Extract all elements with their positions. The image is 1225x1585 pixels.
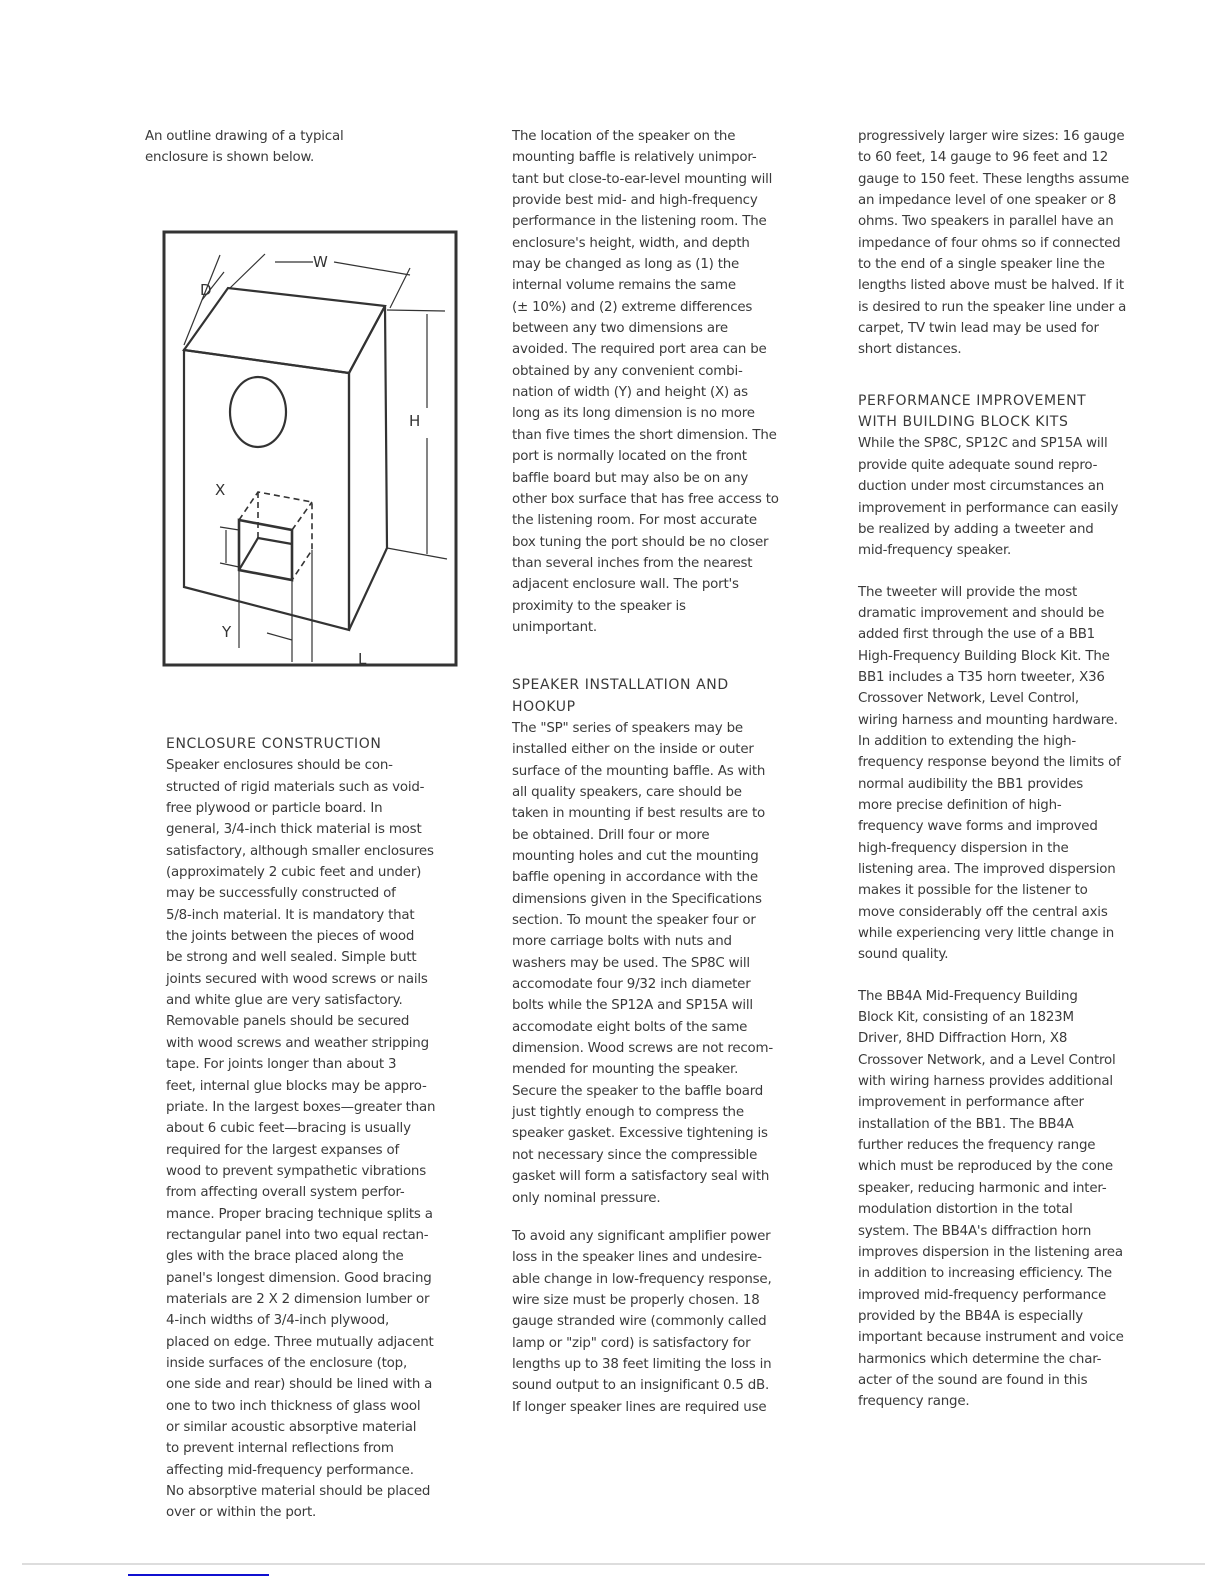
text-line: progressively larger wire sizes: 16 gauge xyxy=(858,129,1125,144)
text-line: frequency wave forms and improved xyxy=(858,819,1098,835)
text-line: enclosure is shown below. xyxy=(145,150,315,166)
enclosure-construction-section xyxy=(166,734,435,1545)
text-line: makes it possible for the listener to xyxy=(858,883,1088,899)
text-line: wood to prevent sympathetic vibrations xyxy=(166,1163,426,1179)
text-line: harmonics which determine the char- xyxy=(858,1351,1102,1367)
enclosure-outline-drawing xyxy=(162,230,458,667)
text-line: In addition to extending the high- xyxy=(858,733,1077,749)
paragraph xyxy=(858,433,1129,561)
text-line: to prevent internal reflections from xyxy=(166,1441,394,1457)
text-line: improvement in performance after xyxy=(858,1095,1084,1111)
text-line: Removable panels should be secured xyxy=(166,1014,410,1030)
text-line: (± 10%) and (2) extreme differences xyxy=(512,299,753,315)
text-line: Secure the speaker to the baffle board xyxy=(512,1083,764,1099)
text-line: gauge stranded wire (commonly called xyxy=(512,1314,767,1330)
text-line: long as its long dimension is no more xyxy=(512,406,755,422)
text-line: accomodate eight bolts of the same xyxy=(512,1019,748,1035)
text-line: bolts while the SP12A and SP15A will xyxy=(512,998,753,1014)
text-line: duction under most circumstances an xyxy=(858,479,1105,495)
text-line: gasket will form a satisfactory seal with xyxy=(512,1169,770,1185)
text-line: taken in mounting if best results are to xyxy=(512,806,765,822)
text-line: required for the largest expanses of xyxy=(166,1142,399,1158)
text-line: be realized by adding a tweeter and xyxy=(858,521,1094,537)
section-heading xyxy=(512,675,779,718)
text-line: installed either on the inside or outer xyxy=(512,742,754,758)
text-line: rectangular panel into two equal rectan- xyxy=(166,1227,429,1243)
text-line: in addition to increasing efficiency. The xyxy=(858,1266,1112,1282)
text-line: other box surface that has free access to xyxy=(512,491,779,507)
column-3 xyxy=(858,126,1129,1434)
text-line: nation of width (Y) and height (X) as xyxy=(512,385,748,401)
text-line: Crossover Network, and a Level Control xyxy=(858,1052,1116,1068)
text-line: panel's longest dimension. Good bracing xyxy=(166,1270,432,1286)
text-line: improvement in performance can easily xyxy=(858,500,1119,516)
text-line: section. To mount the speaker four or xyxy=(512,913,756,929)
text-line: only nominal pressure. xyxy=(512,1190,661,1206)
text-line: unimportant. xyxy=(512,619,597,635)
text-line: improves dispersion in the listening area xyxy=(858,1244,1123,1260)
text-line: added first through the use of a BB1 xyxy=(858,627,1096,643)
text-line: mounting baffle is relatively unimpor- xyxy=(512,150,757,166)
text-line: sound quality. xyxy=(858,947,949,963)
text-line: PERFORMANCE IMPROVEMENT xyxy=(858,392,1087,409)
text-line: speaker, reducing harmonic and inter- xyxy=(858,1180,1107,1196)
text-line: SPEAKER INSTALLATION AND xyxy=(512,677,729,694)
text-line: enclosure's height, width, and depth xyxy=(512,235,750,251)
text-line: be strong and well sealed. Simple butt xyxy=(166,950,417,966)
text-line: from affecting overall system perfor- xyxy=(166,1185,405,1201)
text-line: tant but close-to-ear-level mounting will xyxy=(512,171,773,187)
text-line: gauge to 150 feet. These lengths assume xyxy=(858,171,1130,187)
text-line: No absorptive material should be placed xyxy=(166,1484,431,1500)
label-l: L xyxy=(358,650,367,667)
label-h: H xyxy=(409,412,421,430)
label-w: W xyxy=(313,253,328,271)
text-line: HOOKUP xyxy=(512,698,576,715)
text-line: an impedance level of one speaker or 8 xyxy=(858,193,1117,209)
text-line: The tweeter will provide the most xyxy=(858,584,1078,600)
text-line: placed on edge. Three mutually adjacent xyxy=(166,1334,434,1350)
text-line: inside surfaces of the enclosure (top, xyxy=(166,1355,408,1371)
text-line: over or within the port. xyxy=(166,1505,317,1521)
text-line: high-frequency dispersion in the xyxy=(858,840,1069,856)
text-line: listening area. The improved dispersion xyxy=(858,862,1116,877)
text-line: baffle board but may also be on any xyxy=(512,470,749,486)
text-line: more precise definition of high- xyxy=(858,797,1062,813)
label-x: X xyxy=(215,481,226,499)
text-line: the joints between the pieces of wood xyxy=(166,929,415,945)
label-d: D xyxy=(200,281,212,299)
text-line: wire size must be properly chosen. 18 xyxy=(512,1292,760,1308)
paragraph xyxy=(512,1226,779,1418)
paragraph xyxy=(858,986,1129,1413)
text-line: carpet, TV twin lead may be used for xyxy=(858,321,1099,337)
text-line: is desired to run the speaker line under a xyxy=(858,299,1127,315)
text-line: improved mid-frequency performance xyxy=(858,1287,1107,1303)
text-line: feet, internal glue blocks may be appro- xyxy=(166,1078,427,1094)
text-line: sound output to an insignificant 0.5 dB. xyxy=(512,1378,770,1394)
text-line: short distances. xyxy=(858,342,962,358)
text-line: free plywood or particle board. In xyxy=(166,801,383,817)
text-line: than several inches from the nearest xyxy=(512,555,753,571)
text-line: one to two inch thickness of glass wool xyxy=(166,1398,421,1414)
text-line: provided by the BB4A is especially xyxy=(858,1308,1084,1324)
paragraph xyxy=(166,755,435,1523)
text-line: lamp or "zip" cord) is satisfactory for xyxy=(512,1335,751,1351)
page-bottom-edge xyxy=(22,1563,1205,1565)
text-line: box tuning the port should be no closer xyxy=(512,534,769,550)
text-line: dimension. Wood screws are not recom- xyxy=(512,1041,774,1057)
paragraph xyxy=(512,126,779,638)
text-line: ENCLOSURE CONSTRUCTION xyxy=(166,736,382,752)
text-line: impedance of four ohms so if connected xyxy=(858,235,1121,251)
text-line: general, 3/4-inch thick material is most xyxy=(166,822,422,838)
text-line: able change in low-frequency response, xyxy=(512,1271,772,1287)
text-line: dimensions given in the Specifications xyxy=(512,891,762,907)
intro-paragraph xyxy=(145,126,344,169)
text-line: internal volume remains the same xyxy=(512,278,736,294)
text-line: mance. Proper bracing technique splits a xyxy=(166,1206,433,1222)
text-line: accomodate four 9/32 inch diameter xyxy=(512,977,751,993)
text-line: one side and rear) should be lined with a xyxy=(166,1377,433,1393)
text-line: just tightly enough to compress the xyxy=(512,1105,744,1121)
text-line: while experiencing very little change in xyxy=(858,926,1115,942)
text-line: the listening room. For most accurate xyxy=(512,513,757,529)
text-line: more carriage bolts with nuts and xyxy=(512,934,732,950)
text-line: avoided. The required port area can be xyxy=(512,342,767,358)
text-line: lengths listed above must be halved. If it xyxy=(858,278,1124,294)
label-y: Y xyxy=(222,623,232,641)
text-line: than five times the short dimension. The xyxy=(512,427,777,443)
text-line: about 6 cubic feet—bracing is usually xyxy=(166,1121,411,1137)
text-line: frequency response beyond the limits of xyxy=(858,755,1121,771)
text-line: WITH BUILDING BLOCK KITS xyxy=(858,414,1069,431)
text-line: ohms. Two speakers in parallel have an xyxy=(858,214,1114,230)
text-line: not necessary since the compressible xyxy=(512,1147,758,1163)
column-2 xyxy=(512,126,779,1439)
text-line: mid-frequency speaker. xyxy=(858,543,1012,559)
text-line: 5/8-inch material. It is mandatory that xyxy=(166,907,415,923)
text-line: The BB4A Mid-Frequency Building xyxy=(858,988,1078,1004)
text-line: proximity to the speaker is xyxy=(512,598,686,614)
text-line: materials are 2 X 2 dimension lumber or xyxy=(166,1291,430,1307)
text-line: gles with the brace placed along the xyxy=(166,1249,404,1265)
paragraph xyxy=(512,718,779,1209)
text-line: To avoid any significant amplifier power xyxy=(512,1228,771,1244)
text-line: The "SP" series of speakers may be xyxy=(512,720,743,736)
text-line: installation of the BB1. The BB4A xyxy=(858,1116,1074,1132)
text-line: to the end of a single speaker line the xyxy=(858,257,1105,273)
text-line: baffle opening in accordance with the xyxy=(512,870,758,886)
text-line: acter of the sound are found in this xyxy=(858,1372,1088,1388)
text-line: An outline drawing of a typical xyxy=(145,129,344,144)
text-line: provide best mid- and high-frequency xyxy=(512,193,758,209)
text-line: adjacent enclosure wall. The port's xyxy=(512,577,739,593)
text-line: provide quite adequate sound repro- xyxy=(858,457,1098,473)
text-line: washers may be used. The SP8C will xyxy=(512,955,750,971)
text-line: normal audibility the BB1 provides xyxy=(858,776,1084,792)
text-line: mounting holes and cut the mounting xyxy=(512,849,759,864)
text-line: (approximately 2 cubic feet and under) xyxy=(166,865,422,881)
text-line: High-Frequency Building Block Kit. The xyxy=(858,648,1110,664)
text-line: may be successfully constructed of xyxy=(166,886,396,902)
paragraph xyxy=(858,126,1129,361)
text-line: BB1 includes a T35 horn tweeter, X36 xyxy=(858,669,1105,685)
section-heading xyxy=(858,391,1129,434)
text-line: with wiring harness provides additional xyxy=(858,1074,1113,1090)
intro-text xyxy=(145,126,344,190)
text-line: joints secured with wood screws or nails xyxy=(166,971,428,987)
text-line: affecting mid-frequency performance. xyxy=(166,1462,414,1478)
text-line: loss in the speaker lines and undesire- xyxy=(512,1250,762,1266)
text-line: between any two dimensions are xyxy=(512,321,728,337)
text-line: tape. For joints longer than about 3 xyxy=(166,1057,397,1073)
text-line: satisfactory, although smaller enclosures xyxy=(166,843,434,859)
text-line: priate. In the largest boxes—greater than xyxy=(166,1099,436,1115)
text-line: modulation distortion in the total xyxy=(858,1202,1073,1218)
text-line: Driver, 8HD Diffraction Horn, X8 xyxy=(858,1031,1068,1047)
text-line: important because instrument and voice xyxy=(858,1330,1124,1346)
text-line: may be changed as long as (1) the xyxy=(512,257,740,273)
text-line: frequency range. xyxy=(858,1394,970,1410)
text-line: and white glue are very satisfactory. xyxy=(166,993,403,1009)
text-line: further reduces the frequency range xyxy=(858,1138,1096,1154)
text-line: Crossover Network, Level Control, xyxy=(858,691,1079,707)
text-line: obtained by any convenient combi- xyxy=(512,363,743,379)
text-line: structed of rigid materials such as void- xyxy=(166,779,425,795)
text-line: 4-inch widths of 3/4-inch plywood, xyxy=(166,1313,390,1329)
text-line: Block Kit, consisting of an 1823M xyxy=(858,1010,1074,1026)
text-line: mended for mounting the speaker. xyxy=(512,1062,739,1078)
text-line: to 60 feet, 14 gauge to 96 feet and 12 xyxy=(858,150,1109,166)
text-line: speaker gasket. Excessive tightening is xyxy=(512,1126,768,1142)
text-line: wiring harness and mounting hardware. xyxy=(858,712,1118,728)
section-heading xyxy=(166,734,435,755)
text-line: move considerably off the central axis xyxy=(858,904,1108,920)
text-line: port is normally located on the front xyxy=(512,449,747,465)
text-line: all quality speakers, care should be xyxy=(512,784,742,800)
text-line: which must be reproduced by the cone xyxy=(858,1159,1113,1175)
text-line: system. The BB4A's diffraction horn xyxy=(858,1223,1092,1239)
text-line: with wood screws and weather stripping xyxy=(166,1035,429,1051)
text-line: While the SP8C, SP12C and SP15A will xyxy=(858,436,1108,452)
text-line: or similar acoustic absorptive material xyxy=(166,1420,417,1435)
text-line: dramatic improvement and should be xyxy=(858,605,1105,621)
text-line: lengths up to 38 feet limiting the loss in xyxy=(512,1356,772,1372)
text-line: If longer speaker lines are required use xyxy=(512,1399,767,1415)
text-line: be obtained. Drill four or more xyxy=(512,827,710,843)
horizontal-scrollbar[interactable] xyxy=(128,1574,269,1576)
text-line: surface of the mounting baffle. As with xyxy=(512,763,766,779)
text-line: performance in the listening room. The xyxy=(512,214,767,230)
paragraph xyxy=(858,582,1129,966)
text-line: The location of the speaker on the xyxy=(512,129,736,144)
text-line: Speaker enclosures should be con- xyxy=(166,758,393,774)
